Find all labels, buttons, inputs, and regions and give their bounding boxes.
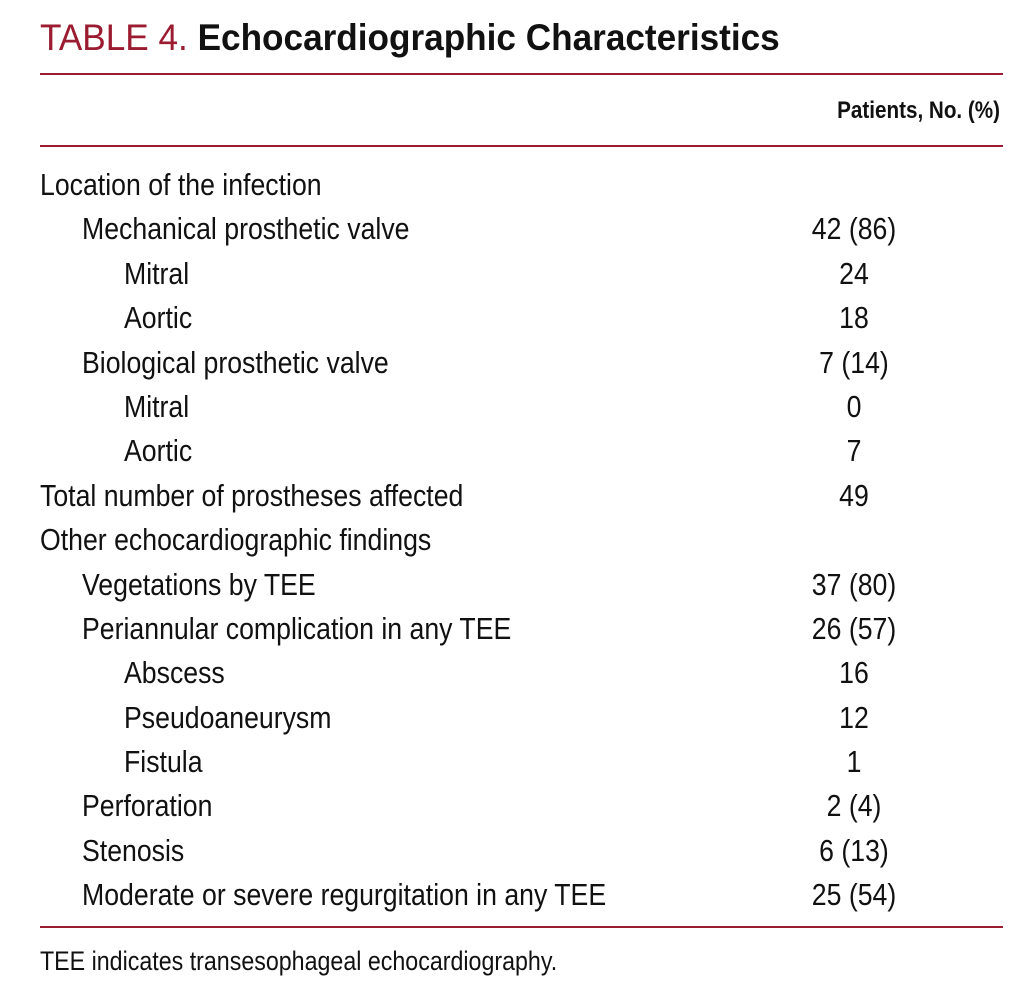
table-row bbox=[40, 784, 1003, 828]
row-value: 2 (4) bbox=[826, 788, 882, 824]
bottom-rule bbox=[40, 926, 1003, 928]
row-value: 42 (86) bbox=[811, 211, 897, 247]
table-row bbox=[40, 563, 1003, 607]
table-body bbox=[40, 163, 1003, 918]
row-value: 0 bbox=[846, 388, 862, 424]
table-title-text: Echocardiographic Characteristics bbox=[197, 17, 780, 58]
row-value: 24 bbox=[839, 255, 869, 291]
row-label: Aortic bbox=[124, 433, 193, 469]
table-row bbox=[40, 607, 1003, 651]
row-label: Mitral bbox=[124, 388, 190, 424]
table-footnote: TEE indicates transesophageal echocardiography. bbox=[40, 946, 558, 976]
row-value: 6 (13) bbox=[819, 832, 889, 868]
table-row bbox=[40, 518, 1003, 562]
table-row bbox=[40, 740, 1003, 784]
row-label: Perforation bbox=[82, 788, 213, 824]
row-label: Moderate or severe regurgitation in any TEE bbox=[82, 877, 607, 913]
table-row bbox=[40, 429, 1003, 473]
table-row bbox=[40, 696, 1003, 740]
table-row bbox=[40, 207, 1003, 251]
row-label: Mechanical prosthetic valve bbox=[82, 211, 410, 247]
table-row bbox=[40, 296, 1003, 340]
row-value: 16 bbox=[839, 655, 869, 691]
row-value: 25 (54) bbox=[811, 877, 897, 913]
table-row bbox=[40, 829, 1003, 873]
table-row bbox=[40, 341, 1003, 385]
row-label: Total number of prostheses affected bbox=[40, 477, 464, 513]
row-label: Vegetations by TEE bbox=[82, 566, 316, 602]
row-value: 12 bbox=[839, 699, 869, 735]
row-label: Periannular complication in any TEE bbox=[82, 610, 512, 646]
table-row bbox=[40, 163, 1003, 207]
row-value: 37 (80) bbox=[811, 566, 897, 602]
row-label: Pseudoaneurysm bbox=[124, 699, 332, 735]
table-row bbox=[40, 385, 1003, 429]
table-row bbox=[40, 474, 1003, 518]
row-label: Location of the infection bbox=[40, 167, 322, 202]
column-header-patients: Patients, No. (%) bbox=[837, 97, 1000, 124]
row-value: 26 (57) bbox=[811, 610, 897, 646]
table-title bbox=[40, 14, 780, 62]
row-label: Aortic bbox=[124, 300, 193, 336]
row-label: Abscess bbox=[124, 655, 225, 691]
row-label: Biological prosthetic valve bbox=[82, 344, 389, 380]
top-rule bbox=[40, 73, 1003, 75]
table-row bbox=[40, 651, 1003, 695]
row-value: 18 bbox=[839, 300, 869, 336]
row-label: Mitral bbox=[124, 255, 190, 291]
row-label: Other echocardiographic findings bbox=[40, 522, 432, 558]
row-label: Stenosis bbox=[82, 832, 185, 868]
header-rule bbox=[40, 145, 1003, 147]
row-value: 7 (14) bbox=[819, 344, 889, 380]
row-value: 49 bbox=[839, 477, 869, 513]
row-value: 1 bbox=[846, 744, 862, 780]
table-number: TABLE 4. bbox=[40, 17, 188, 58]
table-row bbox=[40, 873, 1003, 917]
row-value: 7 bbox=[846, 433, 862, 469]
table-row bbox=[40, 252, 1003, 296]
row-label: Fistula bbox=[124, 744, 203, 780]
